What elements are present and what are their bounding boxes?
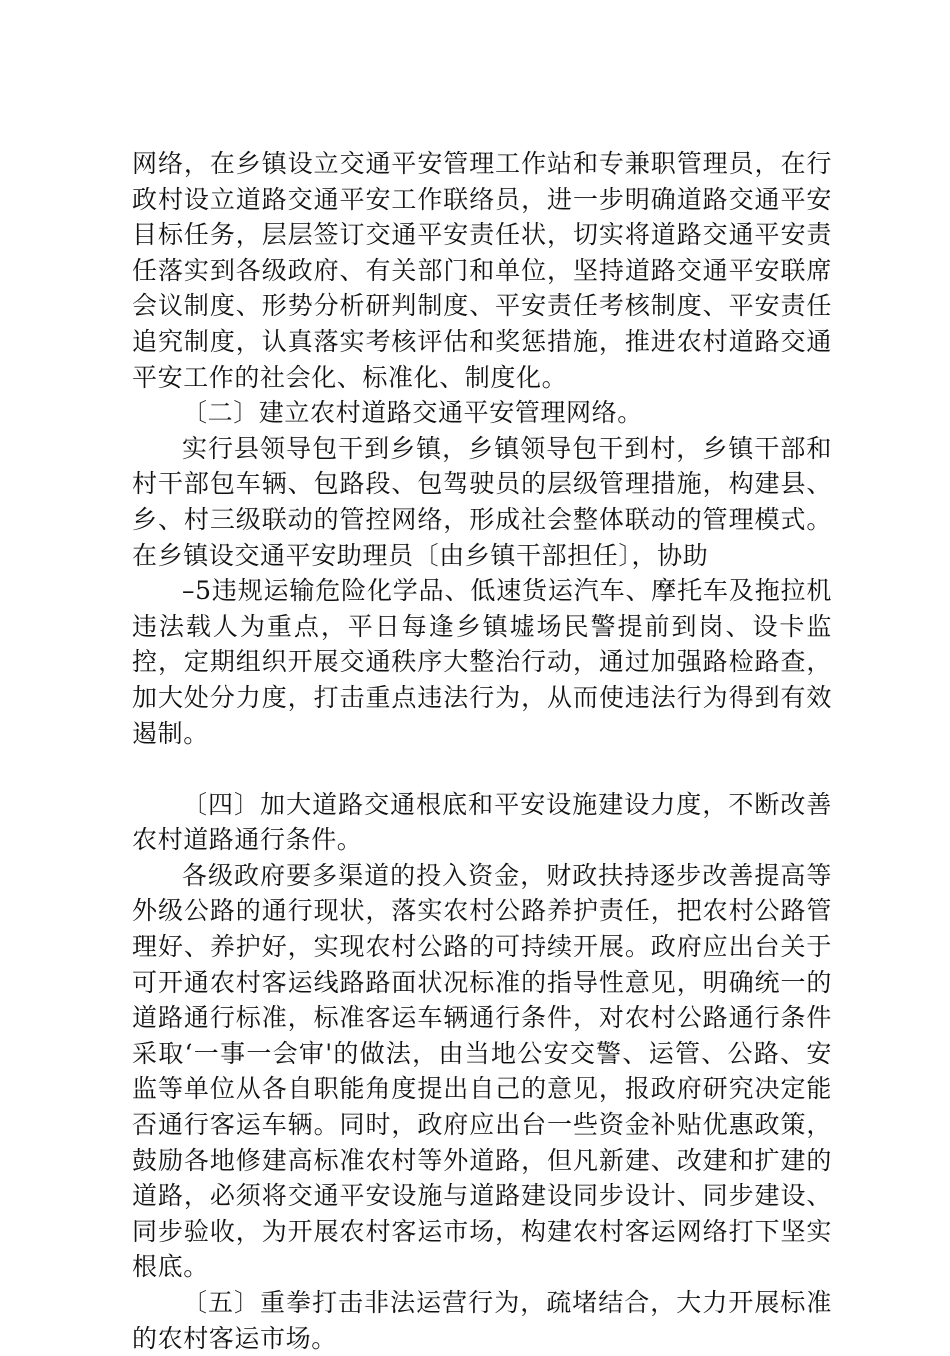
paragraph-enforcement: –5违规运输危险化学品、低速货运汽车、摩托车及拖拉机违法载人为重点，平日每逢乡镇墟场民警提前到岗、设卡监控，定期组织开展交通秩序大整治行动，通过加强路检路查，加大处分力度，打击重点违法行为，从而使违法行为得到有效遏制。: [132, 576, 832, 748]
document-body: [132, 146, 832, 1356]
section-heading-4: 〔四〕加大道路交通根底和平安设施建设力度，不断改善农村道路通行条件。: [132, 789, 832, 855]
paragraph-responsibility: 网络，在乡镇设立交通平安管理工作站和专兼职管理员，在行政村设立道路交通平安工作联络员，进一步明确道路交通平安目标任务，层层签订交通平安责任状，切实将道路交通平安责任落实到各级政府、有关部门和单位，坚持道路交通平安联席会议制度、形势分析研判制度、平安责任考核制度、平安责任追究制度，认真落实考核评估和奖惩措施，推进农村道路交通平安工作的社会化、标准化、制度化。: [132, 149, 832, 392]
paragraph-management-network: 实行县领导包干到乡镇，乡镇领导包干到村，乡镇干部和村干部包车辆、包路段、包驾驶员的层级管理措施，构建县、乡、村三级联动的管控网络，形成社会整体联动的管理模式。在乡镇设交通平安助理员〔由乡镇干部担任〕，协助: [132, 433, 832, 570]
section-heading-5: 〔五〕重拳打击非法运营行为，疏堵结合，大力开展标准的农村客运市场。: [132, 1288, 832, 1353]
paragraph-infrastructure: 各级政府要多渠道的投入资金，财政扶持逐步改善提高等外级公路的通行现状，落实农村公路养护责任，把农村公路管理好、养护好，实现农村公路的可持续开展。政府应出台关于可开通农村客运线路路面状况标准的指导性意见，明确统一的道路通行标准，标准客运车辆通行条件，对农村公路通行条件采取‘一事一会审'的做法，由当地公安交警、运管、公路、安监等单位从各自职能角度提出自己的意见，报政府研究决定能否通行客运车辆。同时，政府应出台一些资金补贴优惠政策，鼓励各地修建高标准农村等外道路，但凡新建、改建和扩建的道路，必须将交通平安设施与道路建设同步设计、同步建设、同步验收，为开展农村客运市场，构建农村客运网络打下坚实根底。: [132, 860, 832, 1282]
section-heading-2: 〔二〕建立农村道路交通平安管理网络。: [182, 398, 643, 428]
